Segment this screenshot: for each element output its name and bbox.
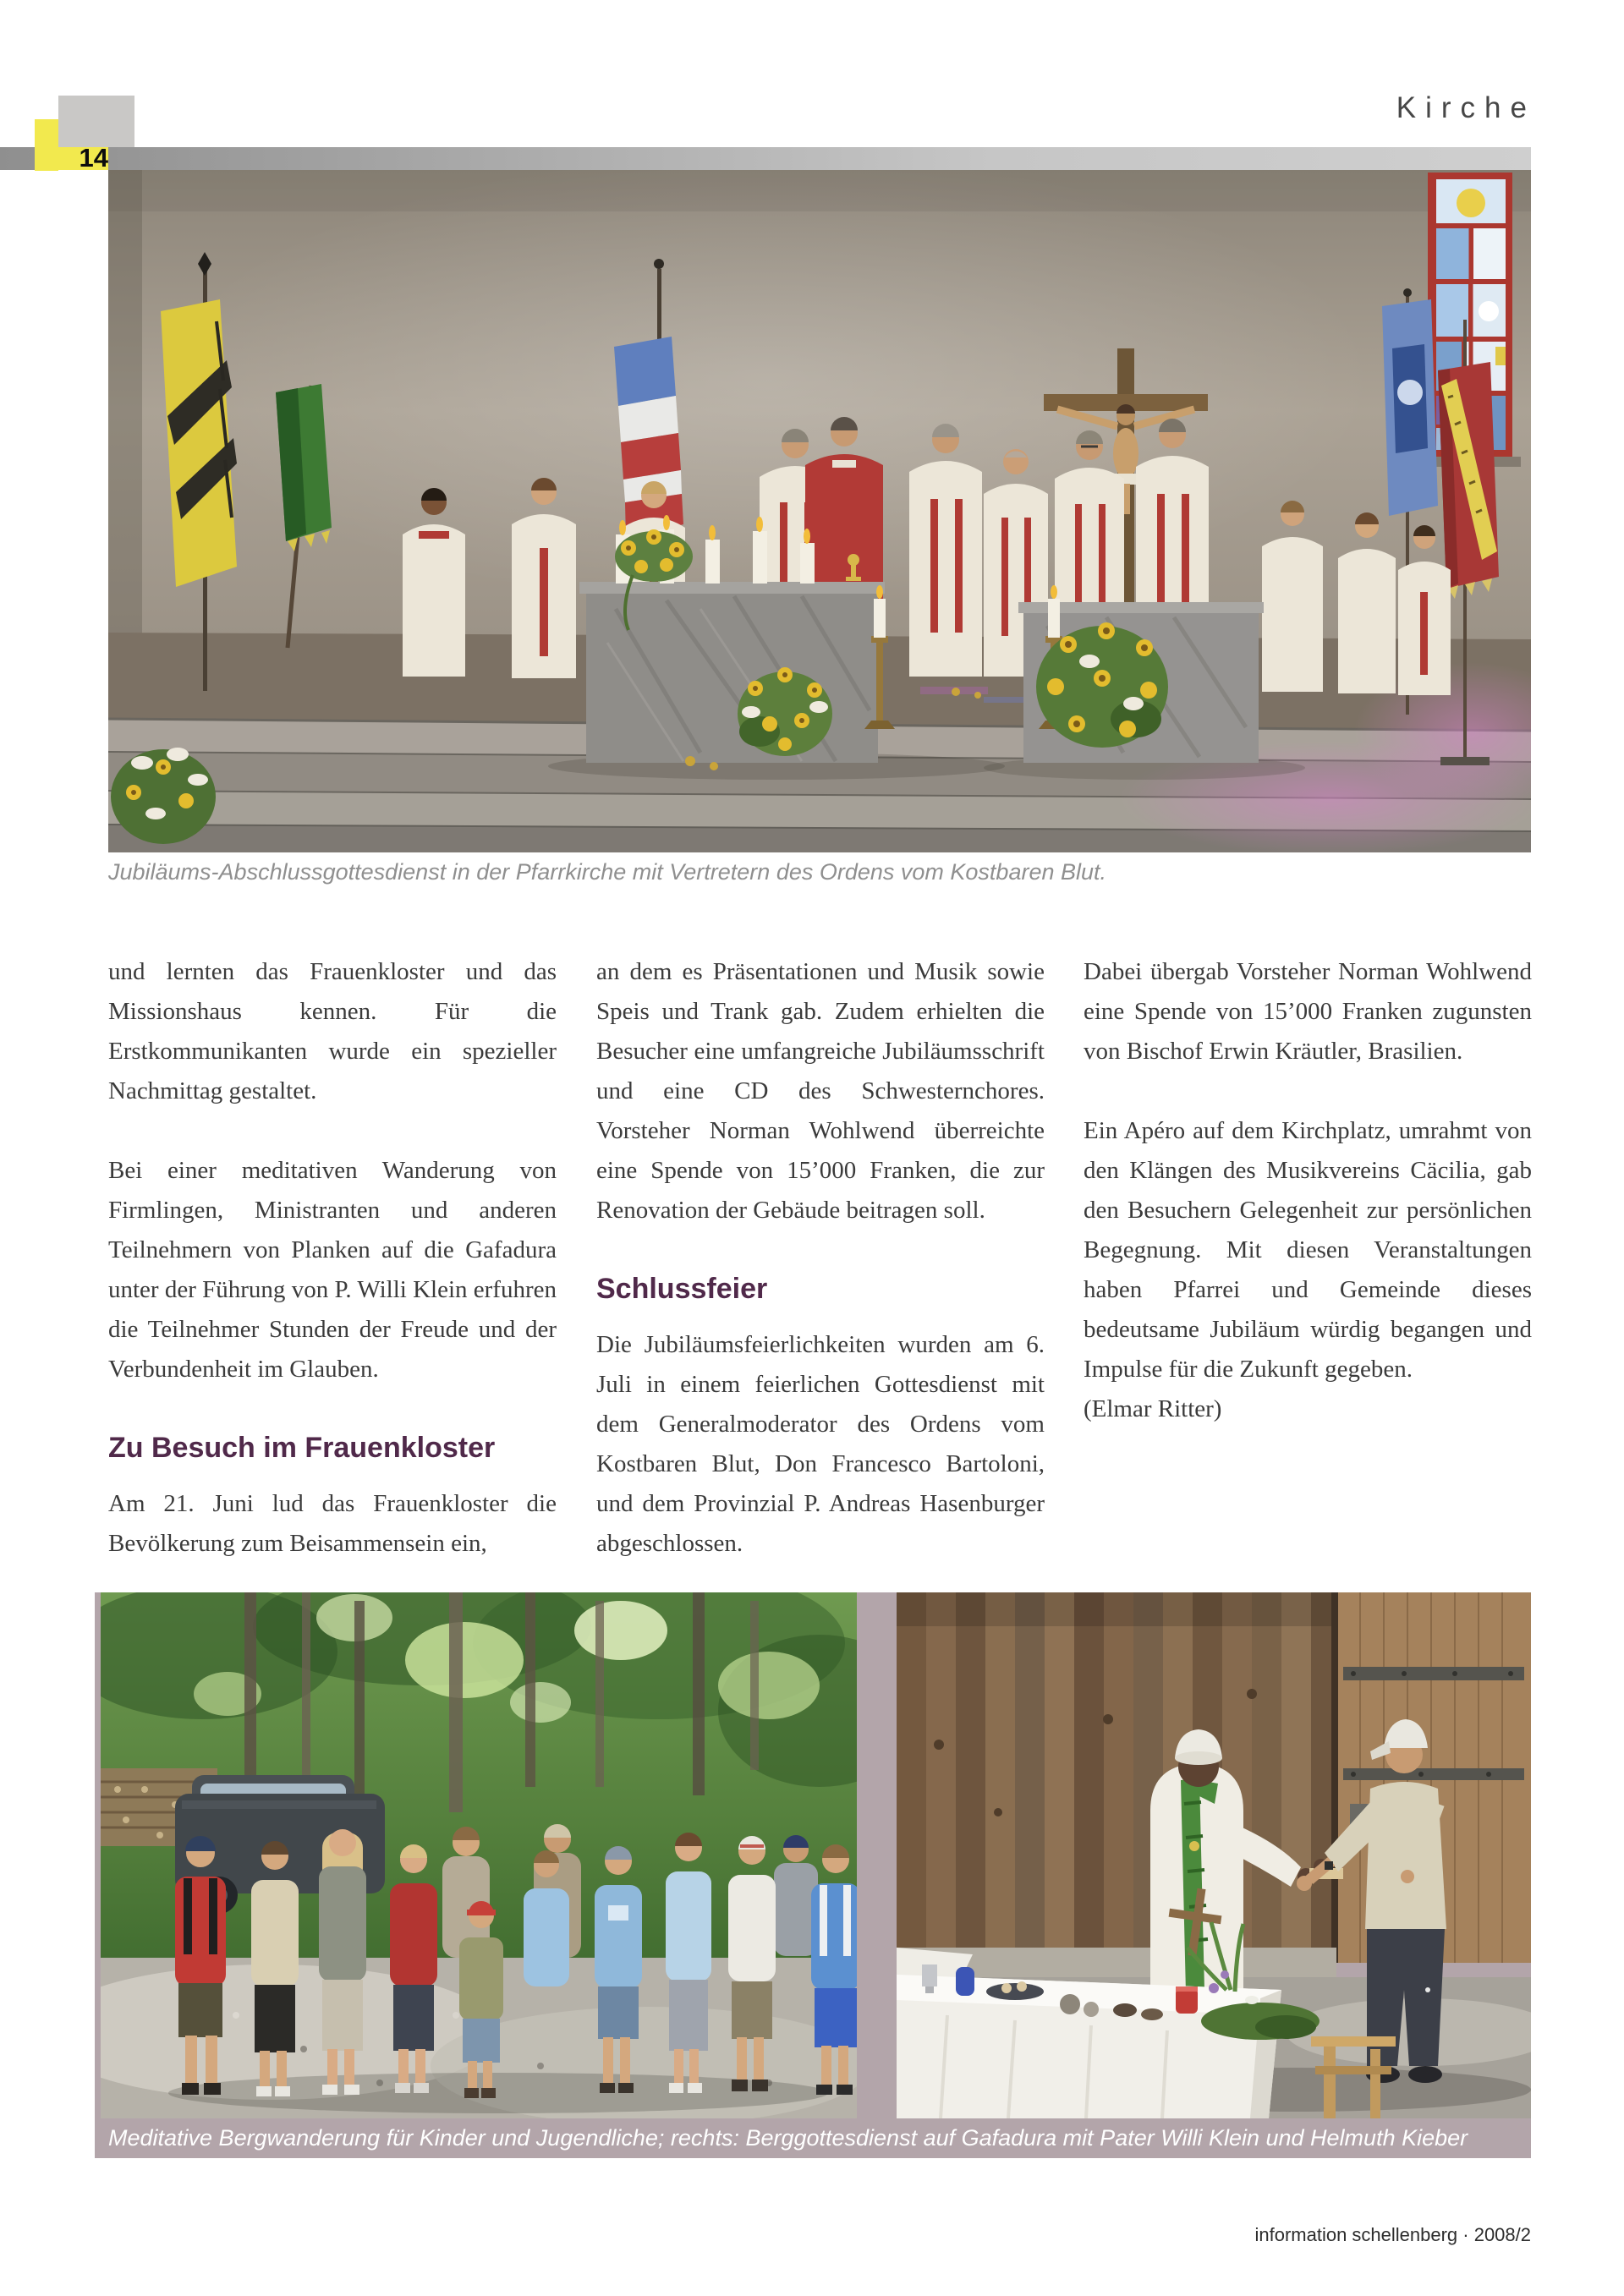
- text-column-3: [1084, 952, 1532, 1469]
- paragraph: an dem es Präsentationen und Musik sowie Speis und Trank gab. Zudem erhielten die Besucher eine umfangreiche Jubiläumsschrift und eine CD des Schwesternchores. Vorsteher Norman Wohlwend überreichte eine Spende von 15’000 Franken, die zur Renovation der Gebäude beitragen soll.: [596, 958, 1045, 1224]
- bottom-photo-block: [95, 1592, 1531, 2158]
- text-column-1: [108, 952, 557, 1603]
- paragraph: Dabei übergab Vorsteher Norman Wohlwend eine Spende von 15’000 Franken zugunsten von Bischof Erwin Kräutler, Brasilien.: [1084, 958, 1532, 1065]
- paragraph: Ein Apéro auf dem Kirchplatz, umrahmt von den Klängen des Musikvereins Cäcilia, gab den Besuchern Gelegenheit zur persönlichen Begegnung. Mit diesen Veranstaltungen haben Pfarrei und Gemeinde dieses bedeutsame Jubiläum würdig begangen und Impulse für die Zukunft gegeben.: [1084, 1117, 1532, 1383]
- author-byline: (Elmar Ritter): [1084, 1395, 1222, 1422]
- subheading-frauenkloster: Zu Besuch im Frauenkloster: [108, 1432, 496, 1464]
- bottom-photo-hiking-group: [101, 1592, 857, 2118]
- paragraph: Bei einer meditativen Wanderung von Firmlingen, Ministranten und anderen Teilnehmern von Planken auf die Gafadura unter der Führung von P. Willi Klein erfuhren die Teilnehmer Stunden der Freude und der Verbundenheit im Glauben.: [108, 1157, 557, 1383]
- text-column-2: [596, 952, 1045, 1603]
- main-photo-church-service: [108, 169, 1531, 852]
- paragraph: Am 21. Juni lud das Frauenkloster die Bevölkerung zum Beisammensein ein,: [108, 1490, 557, 1557]
- page-number: 14: [79, 143, 108, 173]
- top-rule-bar: [0, 143, 1531, 173]
- section-label: Kirche: [1396, 91, 1536, 124]
- bottom-photo-caption: Meditative Bergwanderung für Kinder und Jugendliche; rechts: Berggottesdienst auf Gafadura mit Pater Willi Klein und Helmuth Kieber: [108, 2125, 1468, 2151]
- bottom-photo-mountain-mass: [897, 1592, 1531, 2118]
- paragraph: Die Jubiläumsfeierlichkeiten wurden am 6. Juli in einem feierlichen Gottesdienst mit dem Generalmoderator des Ordens vom Kostbaren Blut, Don Francesco Bartoloni, und dem Provinzial P. Andreas Hasenburger abgeschlossen.: [596, 1331, 1045, 1557]
- paragraph: und lernten das Frauenkloster und das Missionshaus kennen. Für die Erstkommunikanten wurde ein spezieller Nachmittag gestaltet.: [108, 958, 557, 1104]
- footer-imprint: information schellenberg · 2008/2: [1254, 2224, 1531, 2245]
- subheading-schlussfeier: Schlussfeier: [596, 1273, 768, 1305]
- main-photo-caption: Jubiläums-Abschlussgottesdienst in der Pfarrkirche mit Vertretern des Ordens vom Kostbaren Blut.: [108, 859, 1107, 885]
